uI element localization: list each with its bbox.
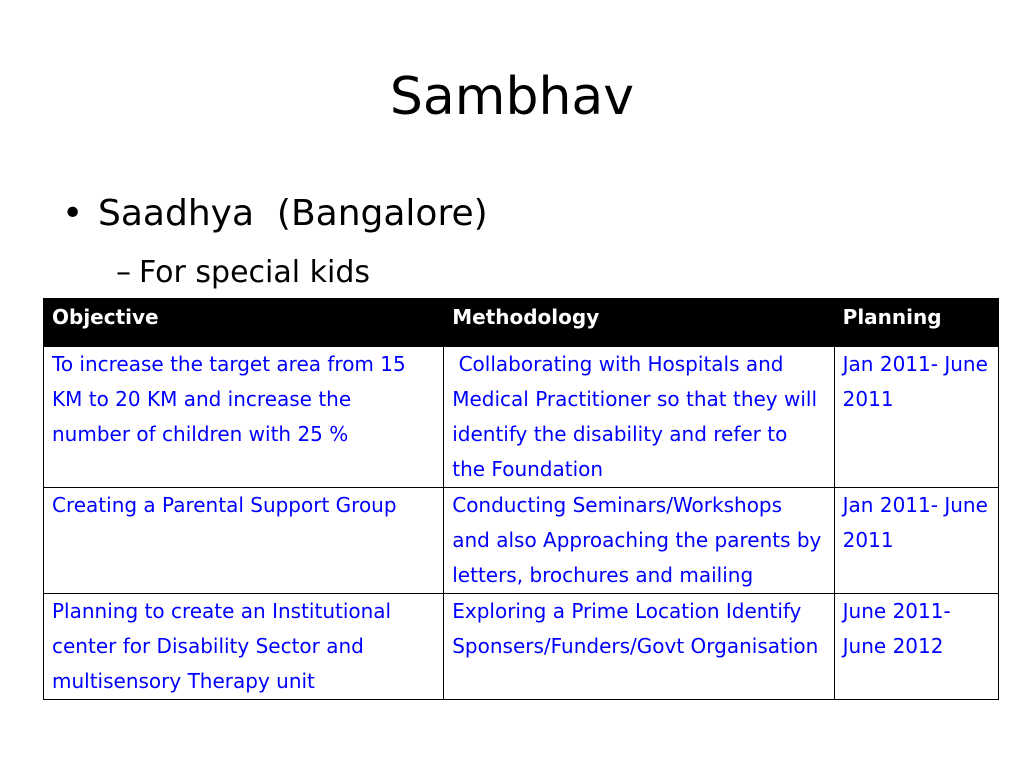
cell-planning: Jan 2011- June 2011	[834, 347, 998, 488]
table-header-row	[44, 299, 999, 347]
sub-bullet-marker: –	[116, 255, 131, 290]
header-methodology: Methodology	[444, 299, 834, 347]
cell-objective: Creating a Parental Support Group	[44, 488, 444, 594]
header-planning: Planning	[834, 299, 998, 347]
table-row	[44, 594, 999, 700]
sub-bullet-item	[116, 252, 370, 294]
bullet-item	[62, 190, 488, 238]
cell-objective: To increase the target area from 15 KM to 20 KM and increase the number of children with 25 %	[44, 347, 444, 488]
sub-bullet-text: For special kids	[139, 255, 371, 290]
cell-planning: Jan 2011- June 2011	[834, 488, 998, 594]
bullet-marker: •	[62, 193, 84, 234]
cell-objective: Planning to create an Institutional center for Disability Sector and multisensory Therapy unit	[44, 594, 444, 700]
table-row	[44, 488, 999, 594]
bullet-text: Saadhya (Bangalore)	[98, 193, 488, 234]
cell-methodology: Exploring a Prime Location Identify Sponsers/Funders/Govt Organisation	[444, 594, 834, 700]
cell-planning: June 2011- June 2012	[834, 594, 998, 700]
cell-methodology: Conducting Seminars/Workshops and also Approaching the parents by letters, brochures and mailing	[444, 488, 834, 594]
planning-table	[43, 298, 999, 700]
header-objective: Objective	[44, 299, 444, 347]
cell-methodology: Collaborating with Hospitals and Medical Practitioner so that they will identify the disability and refer to the Foundation	[444, 347, 834, 488]
slide-title: Sambhav	[389, 67, 635, 127]
table-row	[44, 347, 999, 488]
